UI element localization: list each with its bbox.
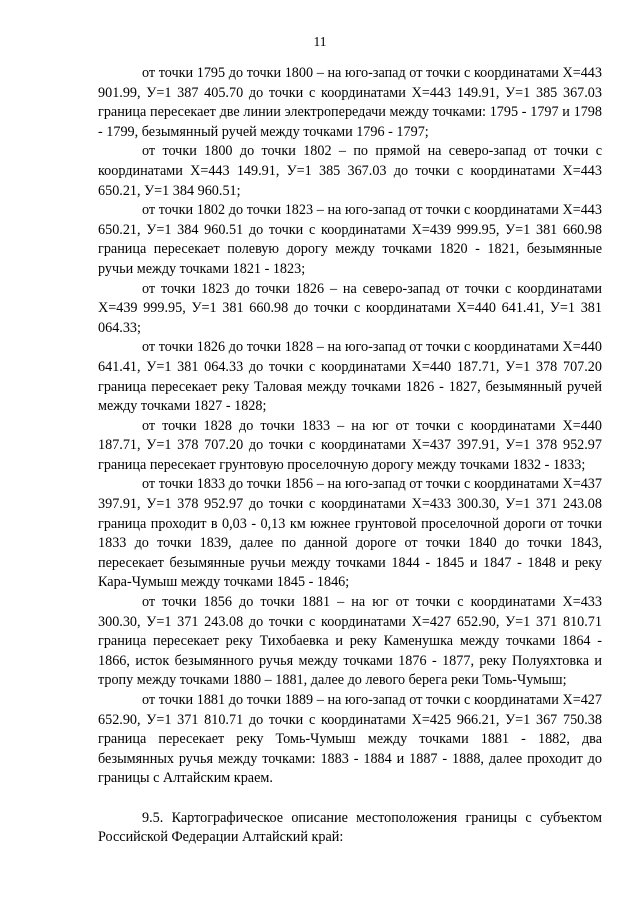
boundary-paragraph-1826-1828: от точки 1826 до точки 1828 – на юго-запад от точки с координатами Х=440 641.41, У=1 381 064.33 до точки с координатами Х=440 187.71, У=1 378 707.20 граница пересекает реку Таловая между точками 1826 - 1827, безымянный ручей между точками 1827 - 1828; [98, 339, 602, 415]
boundary-paragraph-1828-1833: от точки 1828 до точки 1833 – на юг от точки с координатами Х=440 187.71, У=1 378 707.20 до точки с координатами Х=437 397.91, У=1 378 952.97 граница пересекает грунтовую проселочную дорогу между точками 1832 - 1833; [98, 417, 602, 473]
page-body [98, 64, 602, 848]
boundary-paragraph-1800-1802: от точки 1800 до точки 1802 – по прямой на северо-запад от точки с координатами Х=443 149.91, У=1 385 367.03 до точки с координатами Х=443 650.21, У=1 384 960.51; [98, 143, 602, 199]
boundary-paragraph-1856-1881: от точки 1856 до точки 1881 – на юг от точки с координатами Х=433 300.30, У=1 371 243.08 до точки с координатами Х=427 652.90, У=1 371 810.71 граница пересекает реку Тихобаевка и реку Каменушка между точками 1864 - 1866, исток безымянного ручья между точками 1876 - 1877, реку Полуяхтовка и тропу между точками 1880 – 1881, далее до левого берега реки Томь-Чумыш; [98, 594, 602, 689]
boundary-paragraph-1795-1800: от точки 1795 до точки 1800 – на юго-запад от точки с координатами Х=443 901.99, У=1 387 405.70 до точки с координатами Х=443 149.91, У=1 385 367.03 граница пересекает две линии электропередачи между точками: 1795 - 1797 и 1798 - 1799, безымянный ручей между точками 1796 - 1797; [98, 65, 602, 140]
boundary-paragraph-1881-1889: от точки 1881 до точки 1889 – на юго-запад от точки с координатами Х=427 652.90, У=1 371 810.71 до точки с координатами Х=425 966.21, У=1 367 750.38 граница пересекает реку Томь-Чумыш между точками 1881 - 1882, два безымянных ручья между точками: 1883 - 1884 и 1887 - 1888, далее проходит до границы с Алтайским краем. [98, 692, 602, 787]
boundary-paragraph-1823-1826: от точки 1823 до точки 1826 – на северо-запад от точки с координатами Х=439 999.95, У=1 381 660.98 до точки с координатами Х=440 641.41, У=1 381 064.33; [98, 280, 602, 336]
boundary-paragraph-1802-1823: от точки 1802 до точки 1823 – на юго-запад от точки с координатами Х=443 650.21, У=1 384 960.51 до точки с координатами Х=439 999.95, У=1 381 660.98 граница пересекает полевую дорогу между точками 1820 - 1821, безымянные ручьи между точками 1821 - 1823; [98, 202, 602, 277]
boundary-paragraph-1833-1856: от точки 1833 до точки 1856 – на юго-запад от точки с координатами Х=437 397.91, У=1 378 952.97 до точки с координатами Х=433 300.30, У=1 371 243.08 граница проходит в 0,03 - 0,13 км южнее грунтовой проселочной дороги от точки 1833 до точки 1839, далее по данной дороге от точки 1840 до точки 1843, пересекает безымянные ручьи между точками 1844 - 1845 и 1847 - 1848 и реку Кара-Чумыш между точками 1845 - 1846; [98, 476, 602, 591]
paragraph-spacer [98, 789, 602, 809]
page-number: 11 [313, 34, 327, 49]
section-heading-9-5: 9.5. Картографическое описание местоположения границы с субъектом Российской Федерации Алтайский край: [98, 809, 602, 846]
